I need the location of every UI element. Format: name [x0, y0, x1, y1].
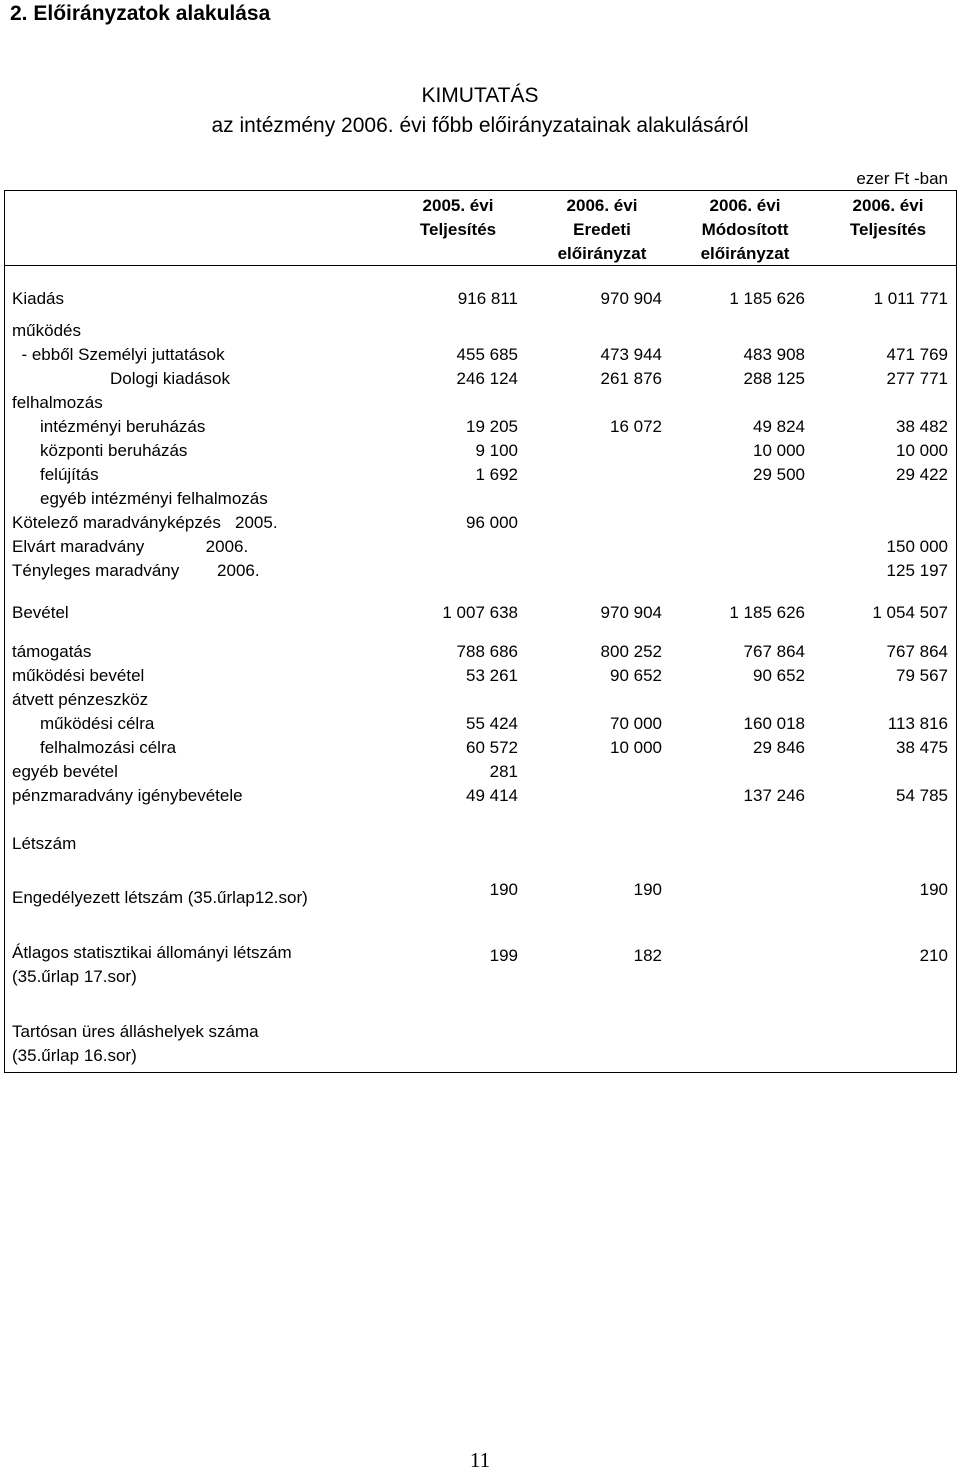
cell-value: 60 572: [466, 738, 518, 757]
cell-value: 10 000: [896, 441, 948, 460]
cell-value: 55 424: [466, 714, 518, 733]
cell-value: 19 205: [466, 417, 518, 436]
report-title: KIMUTATÁS: [421, 84, 539, 107]
page-number: 11: [469, 1448, 491, 1472]
row-label: felhalmozás: [12, 393, 103, 412]
row-label: Tényleges maradvány 2006.: [12, 561, 260, 580]
cell-value: 767 864: [886, 642, 948, 661]
staff-average-label-1: Átlagos statisztikai állományi létszám: [12, 943, 292, 962]
cell-value: 1 054 507: [872, 603, 948, 622]
row-label: Kötelező maradványképzés 2005.: [12, 513, 278, 532]
row-label: működési bevétel: [12, 666, 145, 685]
table-row: [0, 712, 960, 736]
cell-value: 246 124: [456, 369, 518, 388]
cell-value: 10 000: [610, 738, 662, 757]
column-header-line2: Teljesítés: [849, 220, 927, 239]
cell-value: 29 846: [753, 738, 805, 757]
column-header-line2: Módosított: [701, 220, 789, 239]
column-header-3: [685, 194, 805, 266]
column-header-line3: előirányzat: [557, 244, 647, 263]
cell-value: 49 414: [466, 786, 518, 805]
row-label: intézményi beruházás: [40, 417, 206, 436]
table-row: [0, 535, 960, 559]
column-header-2: [542, 194, 662, 266]
cell-value: 113 816: [887, 714, 948, 733]
cell-value: 54 785: [896, 786, 948, 805]
staff-vacant-label-1: Tartósan üres álláshelyek száma: [12, 1022, 259, 1041]
column-header-4: [828, 194, 948, 266]
cell-value: 9 100: [475, 441, 518, 460]
column-header-line2: Teljesítés: [419, 220, 497, 239]
cell-value: 473 944: [600, 345, 662, 364]
column-header-line2: Eredeti: [573, 220, 631, 239]
column-header-line3: [828, 242, 948, 266]
cell-value: 90 652: [753, 666, 805, 685]
cell-value: 38 482: [896, 417, 948, 436]
cell-value: 137 246: [743, 786, 805, 805]
row-label: - ebből Személyi juttatások: [12, 345, 225, 364]
cell-value: 788 686: [456, 642, 518, 661]
cell-value: 160 018: [743, 714, 805, 733]
column-header-line1: 2006. évi: [566, 196, 638, 215]
column-header-line1: 2005. évi: [422, 196, 494, 215]
cell-value: 29 500: [753, 465, 805, 484]
row-label: működési célra: [40, 714, 155, 733]
cell-value: 1 185 626: [729, 603, 805, 622]
row-label: egyéb bevétel: [12, 762, 118, 781]
cell-value: 79 567: [896, 666, 948, 685]
row-label: Kiadás: [12, 289, 64, 308]
cell-value: 1 011 771: [873, 289, 948, 308]
table-row: [0, 640, 960, 664]
table-row: [0, 736, 960, 760]
row-label: felújítás: [40, 465, 99, 484]
cell-value: 483 908: [743, 345, 805, 364]
cell-value: 125 197: [886, 561, 948, 580]
cell-value: 288 125: [743, 369, 805, 388]
table-row: [0, 319, 960, 343]
row-label: felhalmozási célra: [40, 738, 177, 757]
cell-value: 916 811: [457, 289, 518, 308]
cell-value: 970 904: [600, 289, 662, 308]
cell-value: 970 904: [600, 603, 662, 622]
table-row: [0, 559, 960, 583]
staff-value: 190: [633, 880, 662, 899]
cell-value: 53 261: [466, 666, 518, 685]
table-row: [0, 463, 960, 487]
row-label: központi beruházás: [40, 441, 188, 460]
staff-value: 190: [919, 880, 948, 899]
row-label: Dologi kiadások: [110, 369, 231, 388]
cell-value: 1 692: [475, 465, 518, 484]
cell-value: 800 252: [600, 642, 662, 661]
table-row: [0, 511, 960, 535]
cell-value: 70 000: [610, 714, 662, 733]
cell-value: 261 876: [600, 369, 662, 388]
staff-title: Létszám: [12, 834, 77, 853]
staff-value: 182: [633, 946, 662, 965]
cell-value: 49 824: [753, 417, 805, 436]
cell-value: 471 769: [886, 345, 948, 364]
staff-average-label-2: (35.űrlap 17.sor): [12, 967, 137, 986]
table-row: [0, 367, 960, 391]
table-row: [0, 760, 960, 784]
cell-value: 96 000: [466, 513, 518, 532]
table-row: [0, 391, 960, 415]
cell-value: 150 000: [886, 537, 948, 556]
table-row: [0, 601, 960, 625]
row-label: egyéb intézményi felhalmozás: [40, 489, 268, 508]
column-header-line1: 2006. évi: [852, 196, 924, 215]
cell-value: 1 007 638: [442, 603, 518, 622]
row-label: Bevétel: [12, 603, 69, 622]
table-row: [0, 688, 960, 712]
staff-value: 199: [489, 946, 518, 965]
cell-value: 277 771: [886, 369, 948, 388]
staff-value: 210: [919, 946, 948, 965]
cell-value: 38 475: [896, 738, 948, 757]
column-header-line3: előirányzat: [700, 244, 790, 263]
row-label: működés: [12, 321, 81, 340]
section-title: 2. Előirányzatok alakulása: [10, 2, 271, 25]
table-row: [0, 415, 960, 439]
row-label: átvett pénzeszköz: [12, 690, 149, 709]
row-label: Elvárt maradvány 2006.: [12, 537, 249, 556]
staff-approved-label: Engedélyezett létszám (35.űrlap12.sor): [12, 888, 308, 907]
cell-value: 16 072: [610, 417, 662, 436]
row-label: támogatás: [12, 642, 92, 661]
table-row: [0, 439, 960, 463]
cell-value: 767 864: [743, 642, 805, 661]
table-row: [0, 664, 960, 688]
staff-value: 190: [489, 880, 518, 899]
staff-vacant-label-2: (35.űrlap 16.sor): [12, 1046, 137, 1065]
cell-value: 281: [489, 762, 518, 781]
table-row: [0, 487, 960, 511]
cell-value: 455 685: [456, 345, 518, 364]
unit-label: ezer Ft -ban: [856, 169, 948, 188]
table-row: [0, 287, 960, 311]
cell-value: 10 000: [753, 441, 805, 460]
cell-value: 29 422: [896, 465, 948, 484]
column-header-line1: 2006. évi: [709, 196, 781, 215]
column-header-line3: [398, 242, 518, 266]
report-subtitle: az intézmény 2006. évi főbb előirányzatainak alakulásáról: [211, 114, 749, 137]
table-row: [0, 784, 960, 808]
cell-value: 1 185 626: [729, 289, 805, 308]
cell-value: 90 652: [610, 666, 662, 685]
row-label: pénzmaradvány igénybevétele: [12, 786, 243, 805]
table-row: [0, 343, 960, 367]
column-header-1: [398, 194, 518, 266]
